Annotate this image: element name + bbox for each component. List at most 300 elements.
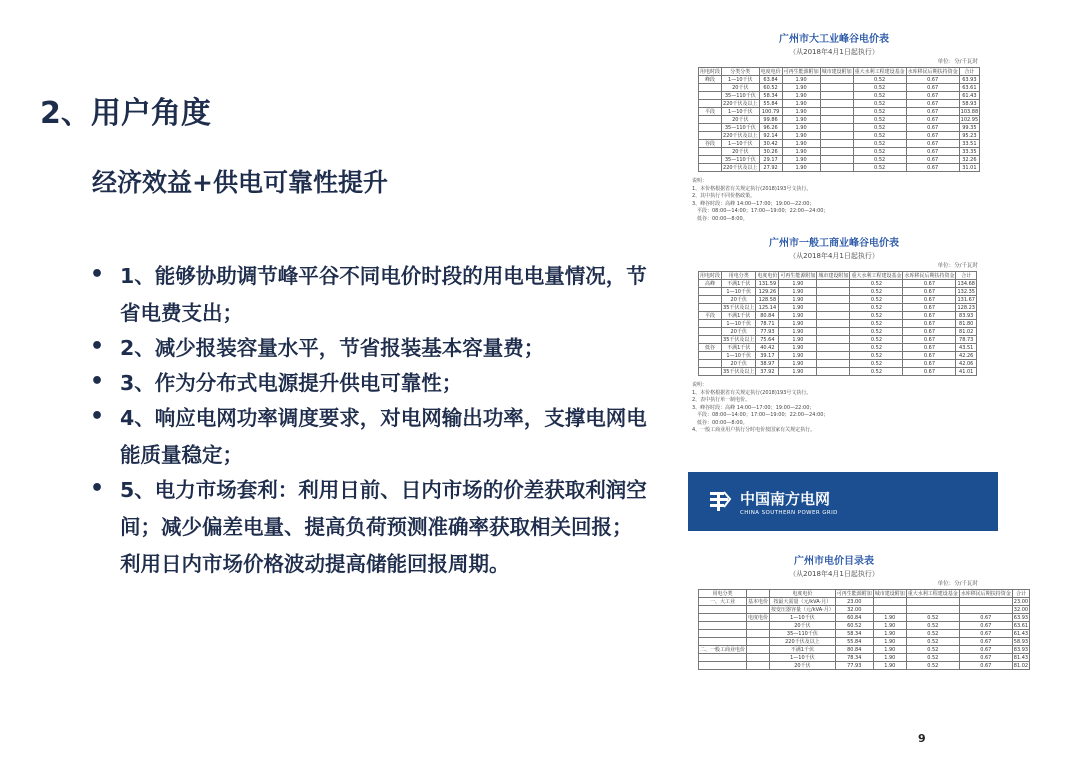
table-cell: 0.52 [906, 662, 959, 670]
table-cell: 1.90 [873, 638, 906, 646]
table-cell [699, 662, 747, 670]
table-cell [906, 598, 959, 606]
table-cell: 0.67 [906, 100, 959, 108]
table-cell [699, 630, 747, 638]
table-cell: 0.67 [906, 124, 959, 132]
table-cell: 0.52 [853, 108, 906, 116]
table-header-cell: 用电时段 [700, 273, 721, 279]
table-cell: 1.90 [779, 304, 817, 312]
note-line: 2、表中执行单一制电价。 [692, 397, 751, 403]
tariff-documents [684, 0, 1080, 761]
table-cell: 0.52 [850, 368, 903, 376]
table-cell: 按变压器容量（元/kVA·月） [771, 607, 834, 613]
table-cell: 0.52 [906, 614, 959, 622]
table-cell: 78.73 [956, 336, 977, 344]
table-row [699, 352, 977, 360]
table-cell [699, 124, 722, 132]
table-header-cell: 可再生能源附加 [783, 69, 819, 75]
table-cell: 63.93 [959, 76, 980, 84]
bullet-text: 1、能够协助调节峰平谷不同电价时段的用电电量情况，节省电费支出； [120, 264, 647, 325]
table-cell: 0.52 [853, 140, 906, 148]
table-cell: 不满1千伏 [722, 344, 756, 352]
table-cell: 32.00 [835, 606, 873, 614]
table-cell [820, 100, 853, 108]
table-cell [817, 336, 850, 344]
table-cell: 58.93 [1013, 638, 1029, 645]
table-cell: 1.90 [782, 108, 820, 116]
table-cell: 峰段 [699, 76, 722, 84]
table-cell [699, 638, 747, 646]
table-row [699, 108, 980, 116]
table-cell: 0.52 [853, 100, 906, 108]
table-cell: 0.67 [906, 132, 959, 140]
table-cell [820, 76, 853, 84]
table-cell: 不满1千伏 [722, 312, 756, 320]
table-cell: 42.06 [956, 360, 977, 368]
note-line: 说明： [692, 382, 708, 388]
table-header-cell: 分类分类 [722, 68, 760, 76]
table-cell: 77.93 [835, 662, 873, 670]
table-cell: 128.23 [957, 304, 975, 311]
table-cell [817, 368, 850, 376]
table-cell: 20千伏 [722, 296, 756, 304]
doc-notes [692, 382, 984, 435]
table-cell [747, 638, 770, 646]
table-cell: 40.42 [756, 344, 779, 352]
table-cell: 高峰 [699, 280, 722, 288]
table-cell [820, 164, 853, 172]
table-cell [817, 280, 850, 288]
table-cell: 58.34 [759, 92, 782, 100]
brand-name-en: CHINA SOUTHERN POWER GRID [740, 510, 838, 516]
table-cell: 38.97 [756, 360, 779, 368]
table-header-cell: 用电分类 [699, 590, 747, 598]
table-cell: 0.52 [850, 320, 903, 328]
bullet-item [88, 472, 648, 583]
table-cell: 0.67 [959, 638, 1012, 646]
table-cell: 1—10千伏 [722, 352, 756, 360]
table-cell: 0.52 [906, 622, 959, 630]
table-cell: 20千伏 [770, 622, 836, 630]
table-cell: 42.26 [956, 352, 977, 360]
table-cell: 55.84 [835, 638, 873, 646]
table-cell: 1.90 [873, 622, 906, 630]
table-cell: 1.90 [779, 368, 817, 376]
table-cell: 35千伏及以上 [723, 369, 755, 375]
table-row [699, 100, 980, 108]
table-cell: 99.86 [759, 116, 782, 124]
table-row [699, 606, 1030, 614]
bullet-dot: • [90, 334, 105, 359]
table-cell: 一、大工业 [699, 598, 747, 606]
table-cell: 1.90 [782, 156, 820, 164]
table-cell: 0.52 [850, 304, 903, 312]
table-cell [817, 288, 850, 296]
table-cell: 0.67 [903, 368, 956, 376]
table-cell: 0.52 [850, 296, 903, 304]
table-cell [699, 606, 747, 614]
table-cell: 95.23 [959, 132, 980, 140]
table-cell [820, 92, 853, 100]
table-cell: 30.26 [759, 148, 782, 156]
bullet-dot: • [90, 369, 105, 394]
doc-title: 广州市大工业峰谷电价表 [779, 34, 889, 45]
table-cell: 0.67 [906, 84, 959, 92]
table-cell: 不满1千伏 [770, 646, 836, 654]
table-cell: 83.93 [1013, 646, 1029, 653]
table-cell: 0.52 [906, 646, 959, 654]
table-cell: 电度电价 [748, 615, 769, 621]
table-cell: 37.92 [756, 368, 779, 376]
table-header-cell: 可再生能源附加 [836, 591, 872, 597]
table-cell [820, 132, 853, 140]
table-cell [699, 352, 722, 360]
table-row [699, 296, 977, 304]
table-cell: 0.67 [906, 164, 959, 172]
table-cell: 0.52 [850, 288, 903, 296]
table-cell: 1.90 [782, 84, 820, 92]
table-cell: 不满1千伏 [722, 280, 756, 288]
table-cell [747, 662, 770, 670]
table-cell: 0.52 [853, 156, 906, 164]
table-cell: 0.67 [906, 156, 959, 164]
table-cell [699, 100, 722, 108]
table-cell: 20千伏 [722, 360, 756, 368]
table-row [699, 140, 980, 148]
table-cell: 0.67 [959, 614, 1012, 622]
table-cell: 1—10千伏 [722, 108, 760, 116]
table-cell: 63.61 [959, 84, 980, 92]
table-cell: 0.52 [850, 328, 903, 336]
table-cell: 1—10千伏 [770, 614, 836, 622]
table-row [699, 614, 1030, 622]
table-cell: 0.52 [850, 312, 903, 320]
table-cell: 20千伏 [722, 84, 760, 92]
table-row [699, 630, 1030, 638]
table-cell: 96.26 [759, 124, 782, 132]
table-cell: 1—10千伏 [722, 288, 756, 296]
note-line: 3、峰谷时段：高峰 14:00—17:00；19:00—22:00； [692, 404, 815, 411]
table-cell: 1.90 [873, 630, 906, 638]
table-cell [820, 148, 853, 156]
table-cell: 220千伏及以上 [723, 101, 758, 107]
table-cell: 31.01 [959, 164, 980, 172]
bullet-text: 4、响应电网功率调度要求，对电网输出功率，支撑电网电能质量稳定； [120, 406, 647, 467]
power-grid-logo-icon [708, 489, 732, 513]
table-cell: 20千伏 [722, 116, 760, 124]
table-cell: 29.17 [759, 156, 782, 164]
table-cell: 平段 [699, 108, 722, 116]
table-cell: 75.64 [756, 336, 779, 344]
table-cell [820, 108, 853, 116]
table-cell: 1.90 [873, 654, 906, 662]
table-cell [699, 132, 722, 140]
table-header-cell: 用电时段 [700, 69, 721, 75]
table-cell: 0.67 [903, 280, 956, 288]
note-line: 低谷：00:00—8:00。 [692, 215, 748, 222]
table-row [699, 638, 1030, 646]
table-cell: 103.88 [960, 108, 979, 115]
table-cell: 131.59 [756, 280, 779, 288]
table-cell [817, 320, 850, 328]
table-cell: 0.67 [903, 320, 956, 328]
table-row [699, 304, 977, 312]
table-header-cell: 水库移民后期扶持资金 [904, 273, 955, 279]
table-cell: 0.67 [906, 140, 959, 148]
table-cell [699, 328, 722, 336]
table-cell: 81.02 [1013, 662, 1029, 669]
bullet-item [88, 365, 648, 402]
table-row [699, 622, 1030, 630]
table-cell: 83.93 [956, 312, 977, 320]
table-cell: 129.26 [756, 288, 779, 296]
table-cell [959, 598, 1012, 606]
table-cell: 35千伏及以上 [723, 337, 755, 343]
table-cell: 0.52 [853, 132, 906, 140]
csg-banner [688, 472, 998, 531]
table-cell: 谷段 [699, 140, 722, 148]
table-cell: 0.52 [850, 344, 903, 352]
table-row [699, 164, 980, 172]
table-row [699, 662, 1030, 670]
table-header-cell: 重大水利工程建设基金 [907, 591, 958, 597]
table-cell: 0.67 [959, 654, 1012, 662]
table-cell: 0.67 [906, 116, 959, 124]
table-cell: 0.67 [903, 352, 956, 360]
note-line: 平段：08:00—14:00；17:00—19:00；22:00—24:00； [692, 208, 829, 214]
table-cell: 35—110千伏 [770, 630, 836, 638]
table-cell: 1.90 [782, 100, 820, 108]
doc-unit: 单位：分/千瓦时 [937, 263, 978, 269]
table-cell: 41.01 [956, 368, 977, 376]
table-cell: 0.67 [903, 336, 956, 344]
table-header-cell: 城市建设附加 [821, 69, 852, 75]
doc-title: 广州市电价目录表 [794, 556, 874, 567]
table-cell [699, 654, 747, 662]
table-cell: 0.52 [853, 116, 906, 124]
table-cell: 102.95 [960, 116, 979, 123]
table-cell: 0.52 [853, 76, 906, 84]
table-cell: 1.90 [782, 124, 820, 132]
table-row [699, 320, 977, 328]
table-row [699, 280, 977, 288]
table-cell: 60.52 [759, 84, 782, 92]
table-row [699, 124, 980, 132]
table-cell: 30.42 [759, 140, 782, 148]
table-cell: 0.52 [853, 92, 906, 100]
table-row [699, 344, 977, 352]
table-cell: 0.67 [959, 630, 1012, 638]
table-cell [699, 148, 722, 156]
table-row [699, 132, 980, 140]
table-cell: 0.52 [906, 630, 959, 638]
note-line: 低谷：00:00—8:00。 [692, 419, 748, 426]
tariff-table [698, 271, 977, 376]
table-row [699, 654, 1030, 662]
table-cell: 1.90 [782, 164, 820, 172]
table-cell [699, 336, 722, 344]
table-cell [820, 116, 853, 124]
table-cell [699, 614, 747, 622]
table-cell [817, 312, 850, 320]
table-cell [699, 304, 722, 312]
table-cell [873, 606, 906, 614]
table-cell [959, 606, 1012, 614]
table-cell: 80.84 [756, 312, 779, 320]
table-cell: 0.67 [903, 304, 956, 312]
table-header-cell: 电度电价 [770, 590, 836, 598]
doc-subtitle: （从2018年4月1日起执行） [789, 252, 879, 260]
doc-price-catalog [684, 552, 1029, 670]
table-cell: 35—110千伏 [722, 156, 760, 164]
table-header-row [699, 590, 1030, 598]
table-cell: 1.90 [779, 320, 817, 328]
table-cell: 1.90 [779, 296, 817, 304]
table-row [699, 368, 977, 376]
table-row [699, 312, 977, 320]
table-cell [873, 598, 906, 606]
bullet-item [88, 330, 648, 367]
table-cell: 99.35 [959, 124, 980, 132]
bullet-dot: • [90, 476, 105, 501]
table-header-cell: 电度电价 [757, 273, 778, 279]
table-row [699, 156, 980, 164]
table-cell: 131.67 [957, 296, 975, 303]
table-header-cell: 重大水利工程建设基金 [854, 69, 905, 75]
note-line: 3、峰谷时段：高峰 14:00—17:00；19:00—22:00； [692, 200, 815, 207]
table-row [699, 646, 1030, 654]
table-cell: 0.67 [906, 108, 959, 116]
table-cell [699, 368, 722, 376]
table-cell: 20千伏 [770, 662, 836, 670]
table-row [699, 76, 980, 84]
table-cell: 81.80 [956, 320, 977, 328]
table-cell: 1.90 [782, 148, 820, 156]
table-row [699, 288, 977, 296]
table-cell: 61.43 [959, 92, 980, 100]
table-cell [817, 296, 850, 304]
table-cell: 63.84 [759, 76, 782, 84]
bullet-text: 5、电力市场套利：利用日前、日内市场的价差获取利润空间；减少偏差电量、提高负荷预测准确率获取相关回报；利用日内市场价格波动提高储能回报周期。 [120, 478, 647, 576]
table-cell: 32.26 [959, 156, 980, 164]
table-cell [747, 646, 770, 654]
table-cell: 27.92 [759, 164, 782, 172]
note-line: 2、其中执行不同价格政策。 [692, 193, 756, 199]
table-cell: 81.43 [1013, 654, 1029, 661]
table-cell: 55.84 [759, 100, 782, 108]
table-cell: 60.84 [835, 614, 873, 622]
table-cell: 58.34 [835, 630, 873, 638]
table-header-cell: 可再生能源附加 [780, 273, 816, 279]
table-header-cell [747, 590, 770, 598]
table-cell: 1.90 [779, 280, 817, 288]
table-cell [817, 352, 850, 360]
table-cell: 0.52 [853, 148, 906, 156]
table-cell: 0.67 [959, 662, 1012, 670]
table-cell [747, 630, 770, 638]
table-cell: 0.52 [906, 638, 959, 646]
note-line: 4、一般工商业用户执行分时电价按国家有关规定执行。 [692, 427, 816, 433]
table-cell: 1.90 [779, 328, 817, 336]
table-header-row [699, 272, 977, 280]
table-cell: 0.67 [959, 646, 1012, 654]
table-cell: 1.90 [779, 288, 817, 296]
table-cell: 0.52 [850, 360, 903, 368]
table-cell [699, 360, 722, 368]
table-row [699, 360, 977, 368]
table-row [699, 92, 980, 100]
table-header-cell: 城市建设附加 [874, 591, 905, 597]
table-cell: 1.90 [779, 312, 817, 320]
table-cell [699, 288, 722, 296]
table-cell: 平段 [699, 312, 722, 320]
table-row [699, 336, 977, 344]
table-cell: 0.52 [850, 336, 903, 344]
table-cell: 39.17 [756, 352, 779, 360]
table-header-cell: 用电分类 [722, 272, 756, 280]
bullet-dot: • [90, 404, 105, 429]
table-cell [817, 304, 850, 312]
table-header-cell: 电度电价 [760, 69, 781, 75]
doc-subtitle: （从2018年4月1日起执行） [789, 48, 879, 56]
table-cell: 0.52 [853, 164, 906, 172]
table-cell: 23.00 [1013, 598, 1029, 605]
table-cell: 132.35 [957, 288, 975, 295]
table-cell: 63.61 [1013, 622, 1029, 629]
table-cell: 81.02 [956, 328, 977, 336]
table-cell: 0.52 [850, 280, 903, 288]
table-cell: 1.90 [873, 646, 906, 654]
table-header-cell: 合计 [959, 68, 980, 76]
table-cell: 0.67 [903, 328, 956, 336]
table-cell [820, 156, 853, 164]
table-cell: 125.14 [756, 304, 779, 312]
table-cell: 0.67 [959, 622, 1012, 630]
table-cell: 0.67 [903, 312, 956, 320]
table-cell [906, 606, 959, 614]
table-cell: 0.67 [903, 296, 956, 304]
table-cell: 基本电价 [748, 599, 769, 605]
table-row [699, 116, 980, 124]
table-header-cell: 水库移民后期扶持资金 [907, 69, 958, 75]
table-cell: 92.14 [759, 132, 782, 140]
table-cell [699, 156, 722, 164]
table-cell: 58.93 [959, 100, 980, 108]
table-header-row [699, 68, 980, 76]
page-number: 9 [918, 732, 926, 745]
doc-unit: 单位：分/千瓦时 [937, 581, 978, 587]
table-cell: 1.90 [782, 140, 820, 148]
table-cell: 220千伏及以上 [723, 165, 758, 171]
bullet-item [88, 400, 648, 474]
table-cell: 0.67 [903, 360, 956, 368]
table-row [699, 328, 977, 336]
table-cell [817, 360, 850, 368]
table-cell: 61.43 [1013, 630, 1029, 637]
table-cell: 100.79 [759, 108, 782, 116]
table-cell: 按最大需量（元/kVA·月） [770, 598, 836, 606]
table-cell: 33.35 [959, 148, 980, 156]
doc-title: 广州市一般工商业峰谷电价表 [769, 238, 899, 249]
table-cell [699, 92, 722, 100]
brand-name-cn: 中国南方电网 [740, 490, 831, 508]
doc-subtitle: （从2018年4月1日起执行） [789, 570, 879, 578]
tariff-table [698, 589, 1030, 670]
table-cell [747, 654, 770, 662]
table-cell [747, 622, 770, 630]
table-cell [820, 140, 853, 148]
table-cell: 1.90 [779, 344, 817, 352]
